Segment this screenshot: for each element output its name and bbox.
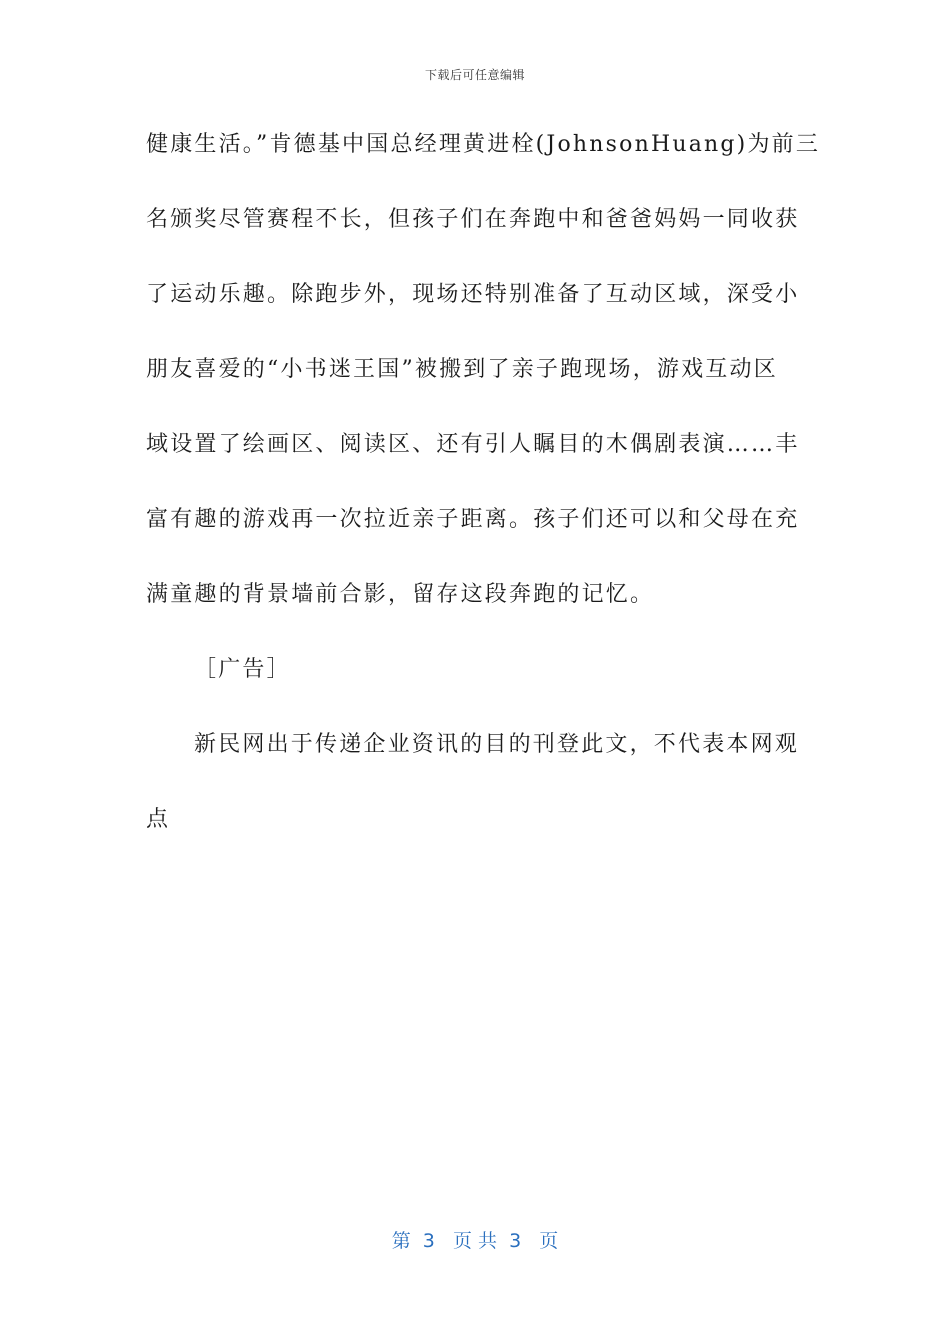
ad-label: ［广告］ xyxy=(194,657,291,682)
paragraph-line: 了运动乐趣。除跑步外，现场还特别准备了互动区域，深受小 xyxy=(146,282,800,307)
paragraph-line: 名颁奖尽管赛程不长，但孩子们在奔跑中和爸爸妈妈一同收获 xyxy=(146,207,800,232)
paragraph-line: 域设置了绘画区、阅读区、还有引人瞩目的木偶剧表演……丰 xyxy=(146,432,800,457)
paragraph-line: 朋友喜爱的“小书迷王国”被搬到了亲子跑现场，游戏互动区 xyxy=(146,357,778,382)
disclaimer-line: 新民网出于传递企业资讯的目的刊登此文，不代表本网观 xyxy=(194,732,800,757)
paragraph-line: 富有趣的游戏再一次拉近亲子距离。孩子们还可以和父母在充 xyxy=(146,507,800,532)
document-body xyxy=(146,122,821,872)
disclaimer-line: 点 xyxy=(146,807,171,832)
page-header: 下载后可任意编辑 xyxy=(424,68,525,82)
paragraph-line: 健康生活。”肯德基中国总经理黄进栓(JohnsonHuang)为前三 xyxy=(146,132,821,157)
page-number-footer: 第 3 页 共 3 页 xyxy=(391,1230,559,1252)
paragraph-line: 满童趣的背景墙前合影，留存这段奔跑的记忆。 xyxy=(146,582,655,607)
